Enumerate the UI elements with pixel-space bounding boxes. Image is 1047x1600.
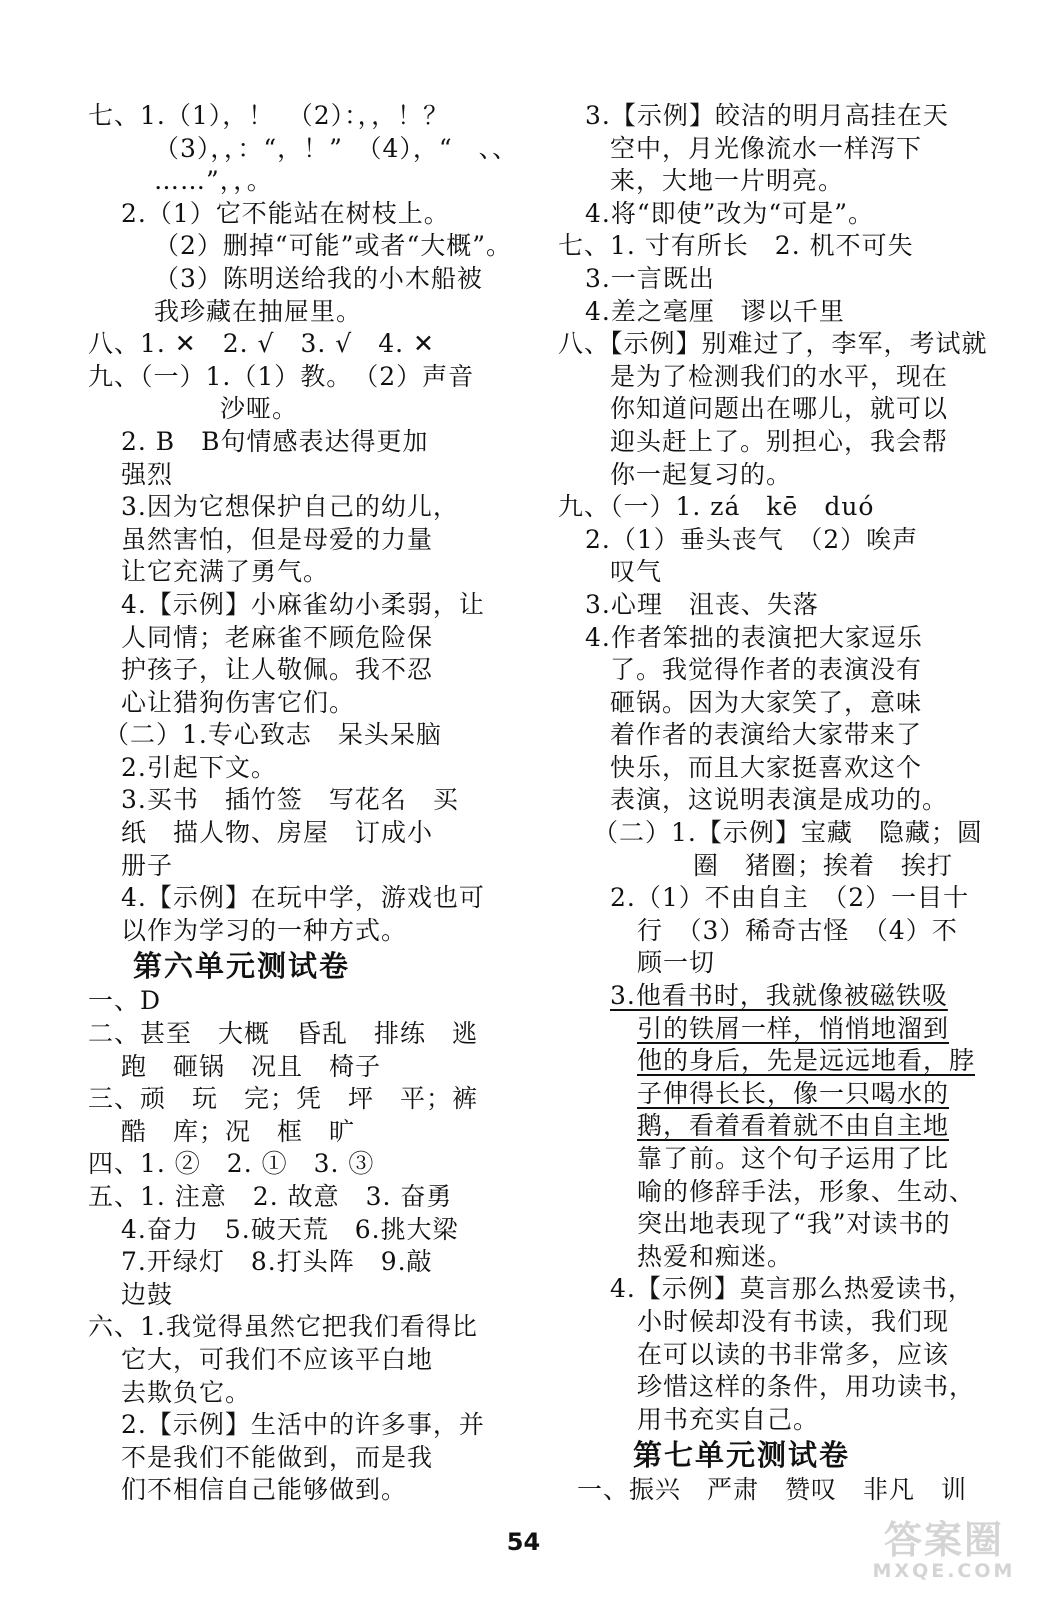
answer-line: 4.【示例】莫言那么热爱读书， xyxy=(610,1274,974,1304)
page-number: 54 xyxy=(506,1528,541,1556)
answer-line: 纸 描人物、房屋 订成小 xyxy=(121,818,434,848)
answer-line: 它大，可我们不应该平白地 xyxy=(121,1344,434,1374)
answer-line: 小时候却没有书读，我们现 xyxy=(637,1306,950,1336)
answer-line: 4.奋力 5.破天荒 6.挑大梁 xyxy=(121,1214,459,1244)
answer-line: 表演，这说明表演是成功的。 xyxy=(610,785,949,815)
answer-line: 迎头赶上了。别担心，我会帮 xyxy=(610,426,949,456)
answer-line: 4.差之毫厘 谬以千里 xyxy=(585,296,845,326)
answer-line: 砸锅。因为大家笑了，意味 xyxy=(610,687,923,717)
answer-line: 是为了检测我们的水平，现在 xyxy=(610,361,949,391)
answer-line: 鹅，看着看着就不由自主地 xyxy=(637,1111,950,1141)
answer-line: 五、1. 注意 2. 故意 3. 奋勇 xyxy=(88,1182,453,1211)
answer-line: 七、1.（1），！ （2）：，，！？ xyxy=(88,101,450,130)
answer-line: 九、（一）1. zá kē duó xyxy=(558,492,875,522)
answer-line: （3），，：“，！” （4），“ 、、 xyxy=(154,133,519,163)
answer-line: 喻的修辞手法，形象、生动、 xyxy=(637,1176,976,1206)
answer-line: 我珍藏在抽屉里。 xyxy=(154,296,363,326)
answer-line: 以作为学习的一种方式。 xyxy=(121,915,408,945)
watermark-logo xyxy=(859,1520,1029,1586)
answer-line: 心让猎狗伤害它们。 xyxy=(121,687,356,717)
answer-line: 四、1. ② 2. ① 3. ③ xyxy=(88,1149,375,1179)
answer-line: 着作者的表演给大家带来了 xyxy=(610,720,923,750)
section-heading: 第七单元测试卷 xyxy=(633,1438,851,1473)
answer-line: 八、1. ✕ 2. √ 3. √ 4. ✕ xyxy=(88,329,435,359)
answer-line: 2. B B句情感表达得更加 xyxy=(121,426,429,456)
left-column xyxy=(88,100,519,1507)
answer-line: 了。我觉得作者的表演没有 xyxy=(610,655,923,685)
answer-line: 他的身后，先是远远地看，脖 xyxy=(637,1046,976,1076)
answer-line: 空中，月光像流水一样泻下 xyxy=(610,133,923,163)
answer-line: 7.开绿灯 8.打头阵 9.敲 xyxy=(121,1247,433,1277)
answer-line: 一、振兴 严肃 赞叹 非凡 训 xyxy=(577,1475,968,1505)
answer-line: （二）1.专心致志 呆头呆脑 xyxy=(104,720,442,750)
answer-line: 3.因为它想保护自己的幼儿， xyxy=(121,492,459,522)
answer-line: 三、顽 玩 完；凭 坪 平；裤 xyxy=(88,1084,479,1114)
answer-line: 二、甚至 大概 昏乱 排练 逃 xyxy=(88,1019,479,1049)
answer-line: 3.他看书时，我就像被磁铁吸 xyxy=(610,981,948,1011)
right-column xyxy=(558,100,988,1507)
answer-line: 3.买书 插竹签 写花名 买 xyxy=(121,785,459,815)
answer-line: 子伸得长长，像一只喝水的 xyxy=(637,1078,950,1108)
watermark-top-text: 答案圈 xyxy=(883,1518,1004,1562)
answer-line: （二）1.【示例】宝藏 隐藏；圆 xyxy=(593,818,983,848)
answer-line: 4.【示例】在玩中学，游戏也可 xyxy=(121,883,485,913)
answer-line: 2.引起下文。 xyxy=(121,752,277,782)
answer-line: 在可以读的书非常多，应该 xyxy=(637,1339,950,1369)
answer-line: 你一起复习的。 xyxy=(610,459,793,489)
answer-line: 边鼓 xyxy=(121,1279,174,1309)
answer-line: 强烈 xyxy=(121,459,174,489)
answer-line: 六、1.我觉得虽然它把我们看得比 xyxy=(88,1312,478,1342)
answer-line: 叹气 xyxy=(610,557,663,587)
answer-line: 九、（一）1.（1）教。 （2）声音 xyxy=(88,361,475,391)
answer-line: （3）陈明送给我的小木船被 xyxy=(154,263,483,293)
answer-line: 沙哑。 xyxy=(220,394,299,424)
answer-line: 2.（1）它不能站在树枝上。 xyxy=(121,198,450,228)
answer-line: 让它充满了勇气。 xyxy=(121,557,330,587)
answer-line: 热爱和痴迷。 xyxy=(637,1241,794,1271)
answer-line: （2）删掉“可能”或者“大概”。 xyxy=(154,231,513,261)
answer-line: 们不相信自己能够做到。 xyxy=(121,1475,408,1505)
answer-line: 用书充实自己。 xyxy=(637,1404,820,1434)
answer-line: 护孩子，让人敬佩。我不忍 xyxy=(121,655,434,685)
answer-line: 圈 猪圈；挨着 挨打 xyxy=(693,850,954,880)
answer-line: 突出地表现了“我”对读书的 xyxy=(637,1209,951,1239)
answer-line: 七、1. 寸有所长 2. 机不可失 xyxy=(558,231,914,261)
answer-line: 快乐，而且大家挺喜欢这个 xyxy=(610,752,923,782)
answer-line: 2.（1）垂头丧气 （2）唉声 xyxy=(585,524,919,554)
answer-line: 4.作者笨拙的表演把大家逗乐 xyxy=(585,622,923,652)
answer-line: 行 （3）稀奇古怪 （4）不 xyxy=(637,915,958,945)
answer-line: 2.（1）不由自主 （2）一目十 xyxy=(610,883,970,913)
answer-line: 人同情；老麻雀不顾危险保 xyxy=(121,622,434,652)
answer-line: 2.【示例】生活中的许多事，并 xyxy=(121,1410,485,1440)
answer-line: 你知道问题出在哪儿，就可以 xyxy=(610,394,949,424)
answer-line: 珍惜这样的条件，用功读书， xyxy=(637,1372,976,1402)
answer-line: 4.将“即使”改为“可是”。 xyxy=(585,198,874,228)
answer-line: 靠了前。这个句子运用了比 xyxy=(637,1144,950,1173)
answer-line: 不是我们不能做到，而是我 xyxy=(121,1442,434,1472)
watermark-bottom-text: MXQE.COM xyxy=(872,1560,1016,1582)
answer-line: 3.一言既出 xyxy=(585,263,715,293)
answer-line: 八、【示例】别难过了，李军，考试就 xyxy=(558,329,988,359)
answer-line: 3.【示例】皎洁的明月高挂在天 xyxy=(585,101,949,130)
answer-line: 4.【示例】小麻雀幼小柔弱，让 xyxy=(121,589,485,619)
answer-line: 酷 库；况 框 旷 xyxy=(121,1116,356,1146)
answer-line: 跑 砸锅 况且 椅子 xyxy=(121,1051,382,1081)
answer-line: 引的铁屑一样，悄悄地溜到 xyxy=(637,1013,950,1043)
answer-line: 3.心理 沮丧、失落 xyxy=(585,589,819,619)
section-heading: 第六单元测试卷 xyxy=(133,949,351,984)
answer-line: ……”，，。 xyxy=(154,166,273,196)
answer-line: 顾一切 xyxy=(637,948,716,978)
answer-line: 一、D xyxy=(88,986,162,1016)
answer-line: 来，大地一片明亮。 xyxy=(610,166,845,196)
answer-line: 去欺负它。 xyxy=(121,1377,252,1407)
answer-line: 册子 xyxy=(121,850,174,880)
answer-line: 虽然害怕，但是母爱的力量 xyxy=(121,524,434,554)
